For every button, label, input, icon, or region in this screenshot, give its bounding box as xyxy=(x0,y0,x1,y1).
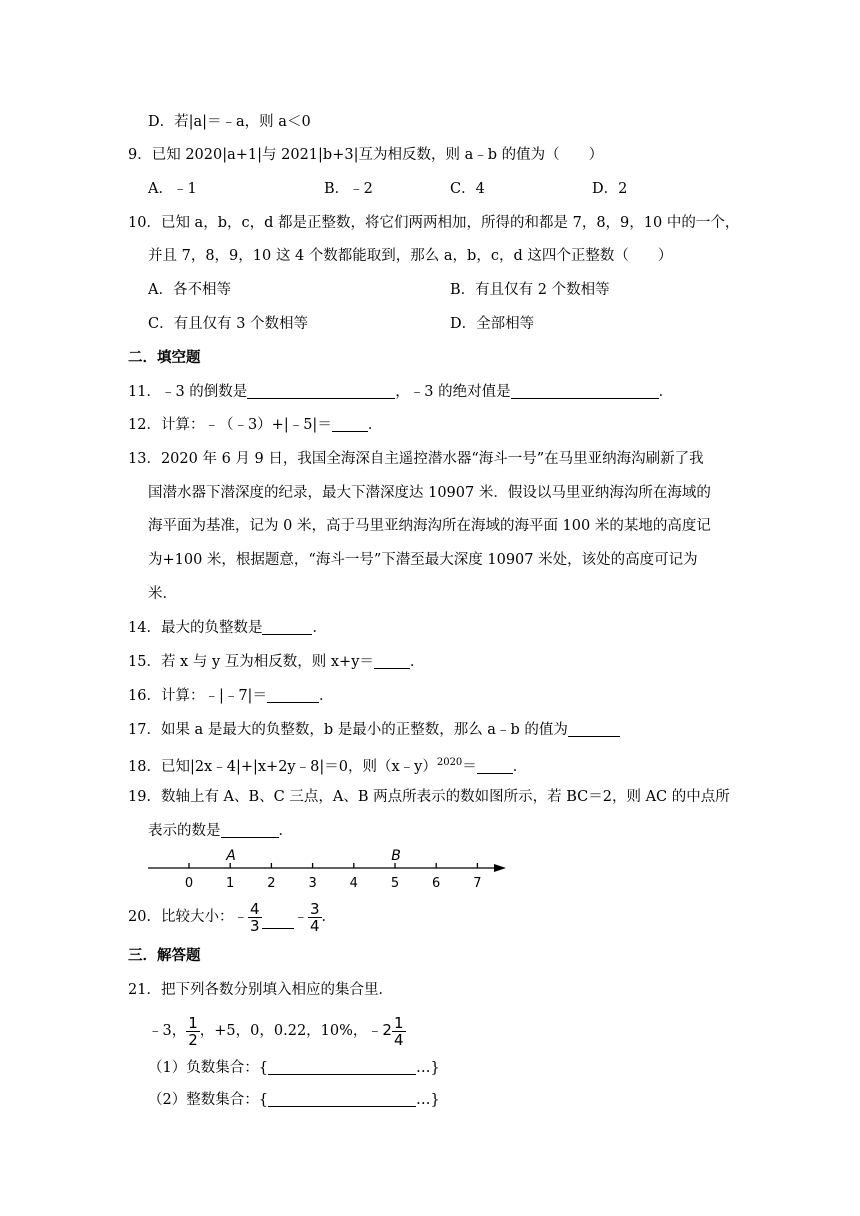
q21-set2-ellipsis: …} xyxy=(415,1092,440,1108)
q14-text: 14．最大的负整数是 xyxy=(128,620,263,636)
point-a-label: A xyxy=(226,848,236,864)
q13-line4: 为+100 米，根据题意，“海斗一号”下潜至最大深度 10907 米处，该处的高度可记为 xyxy=(148,552,698,568)
q13-line1: 13．2020 年 6 月 9 日，我国全海深自主遥控潜水器“海斗一号”在马里亚纳海沟刷新了我 xyxy=(128,451,704,467)
number-line-tick-label: 3 xyxy=(308,876,317,891)
q9-stem: 9．已知 2020|a+1|与 2021|b+3|互为相反数，则 a﹣b 的值为（ ） xyxy=(128,147,604,163)
q16-text: 16．计算：﹣|﹣7|＝ xyxy=(128,688,267,704)
q21-half-denominator: 2 xyxy=(188,1030,198,1049)
q21-set-integer xyxy=(148,1090,440,1110)
q11-end: ． xyxy=(658,384,674,400)
q20-minus: ﹣ xyxy=(293,909,308,925)
q15 xyxy=(128,652,424,672)
q19-line1: 19．数轴上有 A、B、C 三点，A、B 两点所表示的数如图所示，若 BC＝2，则 AC 的中点所 xyxy=(128,789,730,805)
q11-text-a: 11．﹣3 的倒数是 xyxy=(128,384,248,400)
q16-blank[interactable] xyxy=(267,688,319,703)
q11-text-b: ，﹣3 的绝对值是 xyxy=(395,384,511,400)
section-heading-fill-in: 二．填空题 xyxy=(128,350,201,366)
number-line-ticks xyxy=(185,863,482,891)
q8-option-d: D．若|a|＝﹣a，则 a＜0 xyxy=(148,114,311,130)
q20-fraction-2 xyxy=(308,901,322,934)
number-line-figure xyxy=(146,846,510,892)
q16 xyxy=(128,686,333,706)
q18-blank[interactable] xyxy=(477,759,513,774)
q21-set1-ellipsis: …} xyxy=(415,1060,440,1076)
q13-line3: 海平面为基准，记为 0 米，高于马里亚纳海沟所在海域的海平面 100 米的某地的高度记 xyxy=(148,518,711,534)
q21-set2-blank[interactable] xyxy=(268,1092,416,1107)
q18-equals: ＝ xyxy=(462,758,477,775)
q20-end: ． xyxy=(321,909,337,925)
q17-blank[interactable] xyxy=(568,722,620,737)
q21-num-list: ，+5，0，0.22，10%， xyxy=(199,1023,368,1039)
number-line-tick-label: 0 xyxy=(184,876,194,891)
q13-line2: 国潜水器下潜深度的纪录，最大下潜深度达 10907 米．假设以马里亚纳海沟所在海域的 xyxy=(148,485,711,501)
q20-text: 20．比较大小：﹣ xyxy=(128,909,248,925)
q10-option-c: C．有且仅有 3 个数相等 xyxy=(148,316,309,332)
q9-option-c: C．4 xyxy=(450,181,485,197)
number-line-tick-label: 5 xyxy=(390,876,400,891)
q21-half-numerator: 1 xyxy=(188,1013,198,1032)
q17 xyxy=(128,720,620,740)
number-line-tick-label: 4 xyxy=(349,876,358,891)
q11 xyxy=(128,382,673,402)
number-line-arrow xyxy=(494,864,506,872)
point-b-label: B xyxy=(391,848,401,864)
q20-f2-denominator: 4 xyxy=(310,916,320,935)
q21-mixed-fraction xyxy=(392,1015,406,1048)
q14-blank[interactable] xyxy=(262,620,312,635)
q21-set-negative xyxy=(148,1058,440,1078)
q10-line2: 并且 7，8，9，10 这 4 个数都能取到，那么 a，b，c，d 这四个正整数（ ） xyxy=(148,248,673,264)
q21-mixed-denominator: 4 xyxy=(393,1030,404,1049)
q21-mixed-whole: ﹣2 xyxy=(367,1021,392,1039)
q9-option-d: D．2 xyxy=(592,181,628,197)
q21-mixed-numerator: 1 xyxy=(393,1013,404,1032)
q20-f1-numerator: 4 xyxy=(249,899,260,918)
q14 xyxy=(128,618,327,638)
q21-set2-label: （2）整数集合：{ xyxy=(148,1092,268,1108)
q10-option-a: A．各不相等 xyxy=(148,282,231,298)
q14-end: ． xyxy=(312,620,327,636)
q21-fraction-half xyxy=(186,1015,200,1048)
q13-line5: 米． xyxy=(148,586,177,602)
section-heading-answer: 三．解答题 xyxy=(128,948,201,964)
q11-blank-2[interactable] xyxy=(511,384,659,399)
number-line-tick-label: 1 xyxy=(226,876,235,891)
q20-f1-denominator: 3 xyxy=(249,916,260,935)
q15-blank[interactable] xyxy=(374,654,410,669)
q20 xyxy=(128,897,336,937)
q20-blank[interactable] xyxy=(262,914,294,929)
q21-set1-blank[interactable] xyxy=(268,1060,416,1075)
q12-end: ． xyxy=(367,417,383,433)
q19-text: 表示的数是 xyxy=(148,823,221,839)
q10-line1: 10．已知 a，b，c，d 都是正整数，将它们两两相加，所得的和都是 7，8，9，10 中的一个， xyxy=(128,215,740,231)
q9-option-b: B．﹣2 xyxy=(324,181,373,197)
number-line-tick-label: 7 xyxy=(473,876,482,891)
q12 xyxy=(128,415,382,435)
q12-blank[interactable] xyxy=(332,417,368,432)
q11-blank-1[interactable] xyxy=(247,384,395,399)
q20-fraction-1 xyxy=(248,901,262,934)
q9-option-a: A．﹣1 xyxy=(148,181,197,197)
q19-end: ． xyxy=(278,823,293,839)
q10-option-b: B．有且仅有 2 个数相等 xyxy=(450,282,610,298)
q20-f2-numerator: 3 xyxy=(310,899,320,918)
q18-end: ． xyxy=(512,758,528,775)
q21-num-1: ﹣3， xyxy=(148,1023,187,1039)
q17-text: 17．如果 a 是最大的负整数，b 是最小的正整数，那么 a﹣b 的值为 xyxy=(128,722,568,738)
q15-text: 15．若 x 与 y 互为相反数，则 x+y＝ xyxy=(128,654,374,670)
number-line-tick-label: 2 xyxy=(267,876,276,891)
number-line-tick-label: 6 xyxy=(432,876,441,891)
q18-text: 18．已知|2x﹣4|+|x+2y﹣8|＝0，则（x﹣y） xyxy=(128,758,437,775)
q15-end: ． xyxy=(409,654,425,670)
q21-stem: 21．把下列各数分别填入相应的集合里． xyxy=(128,982,393,998)
q21-set1-label: （1）负数集合：{ xyxy=(148,1060,268,1076)
q19-line2 xyxy=(148,821,293,841)
q18-exponent: 2020 xyxy=(436,757,463,768)
q19-blank[interactable] xyxy=(221,823,279,838)
q21-numbers xyxy=(148,1010,406,1051)
q16-end: ． xyxy=(318,688,334,704)
q18 xyxy=(128,753,527,777)
q10-option-d: D．全部相等 xyxy=(450,316,535,332)
q12-text: 12．计算：﹣（﹣3）+|﹣5|＝ xyxy=(128,417,332,433)
